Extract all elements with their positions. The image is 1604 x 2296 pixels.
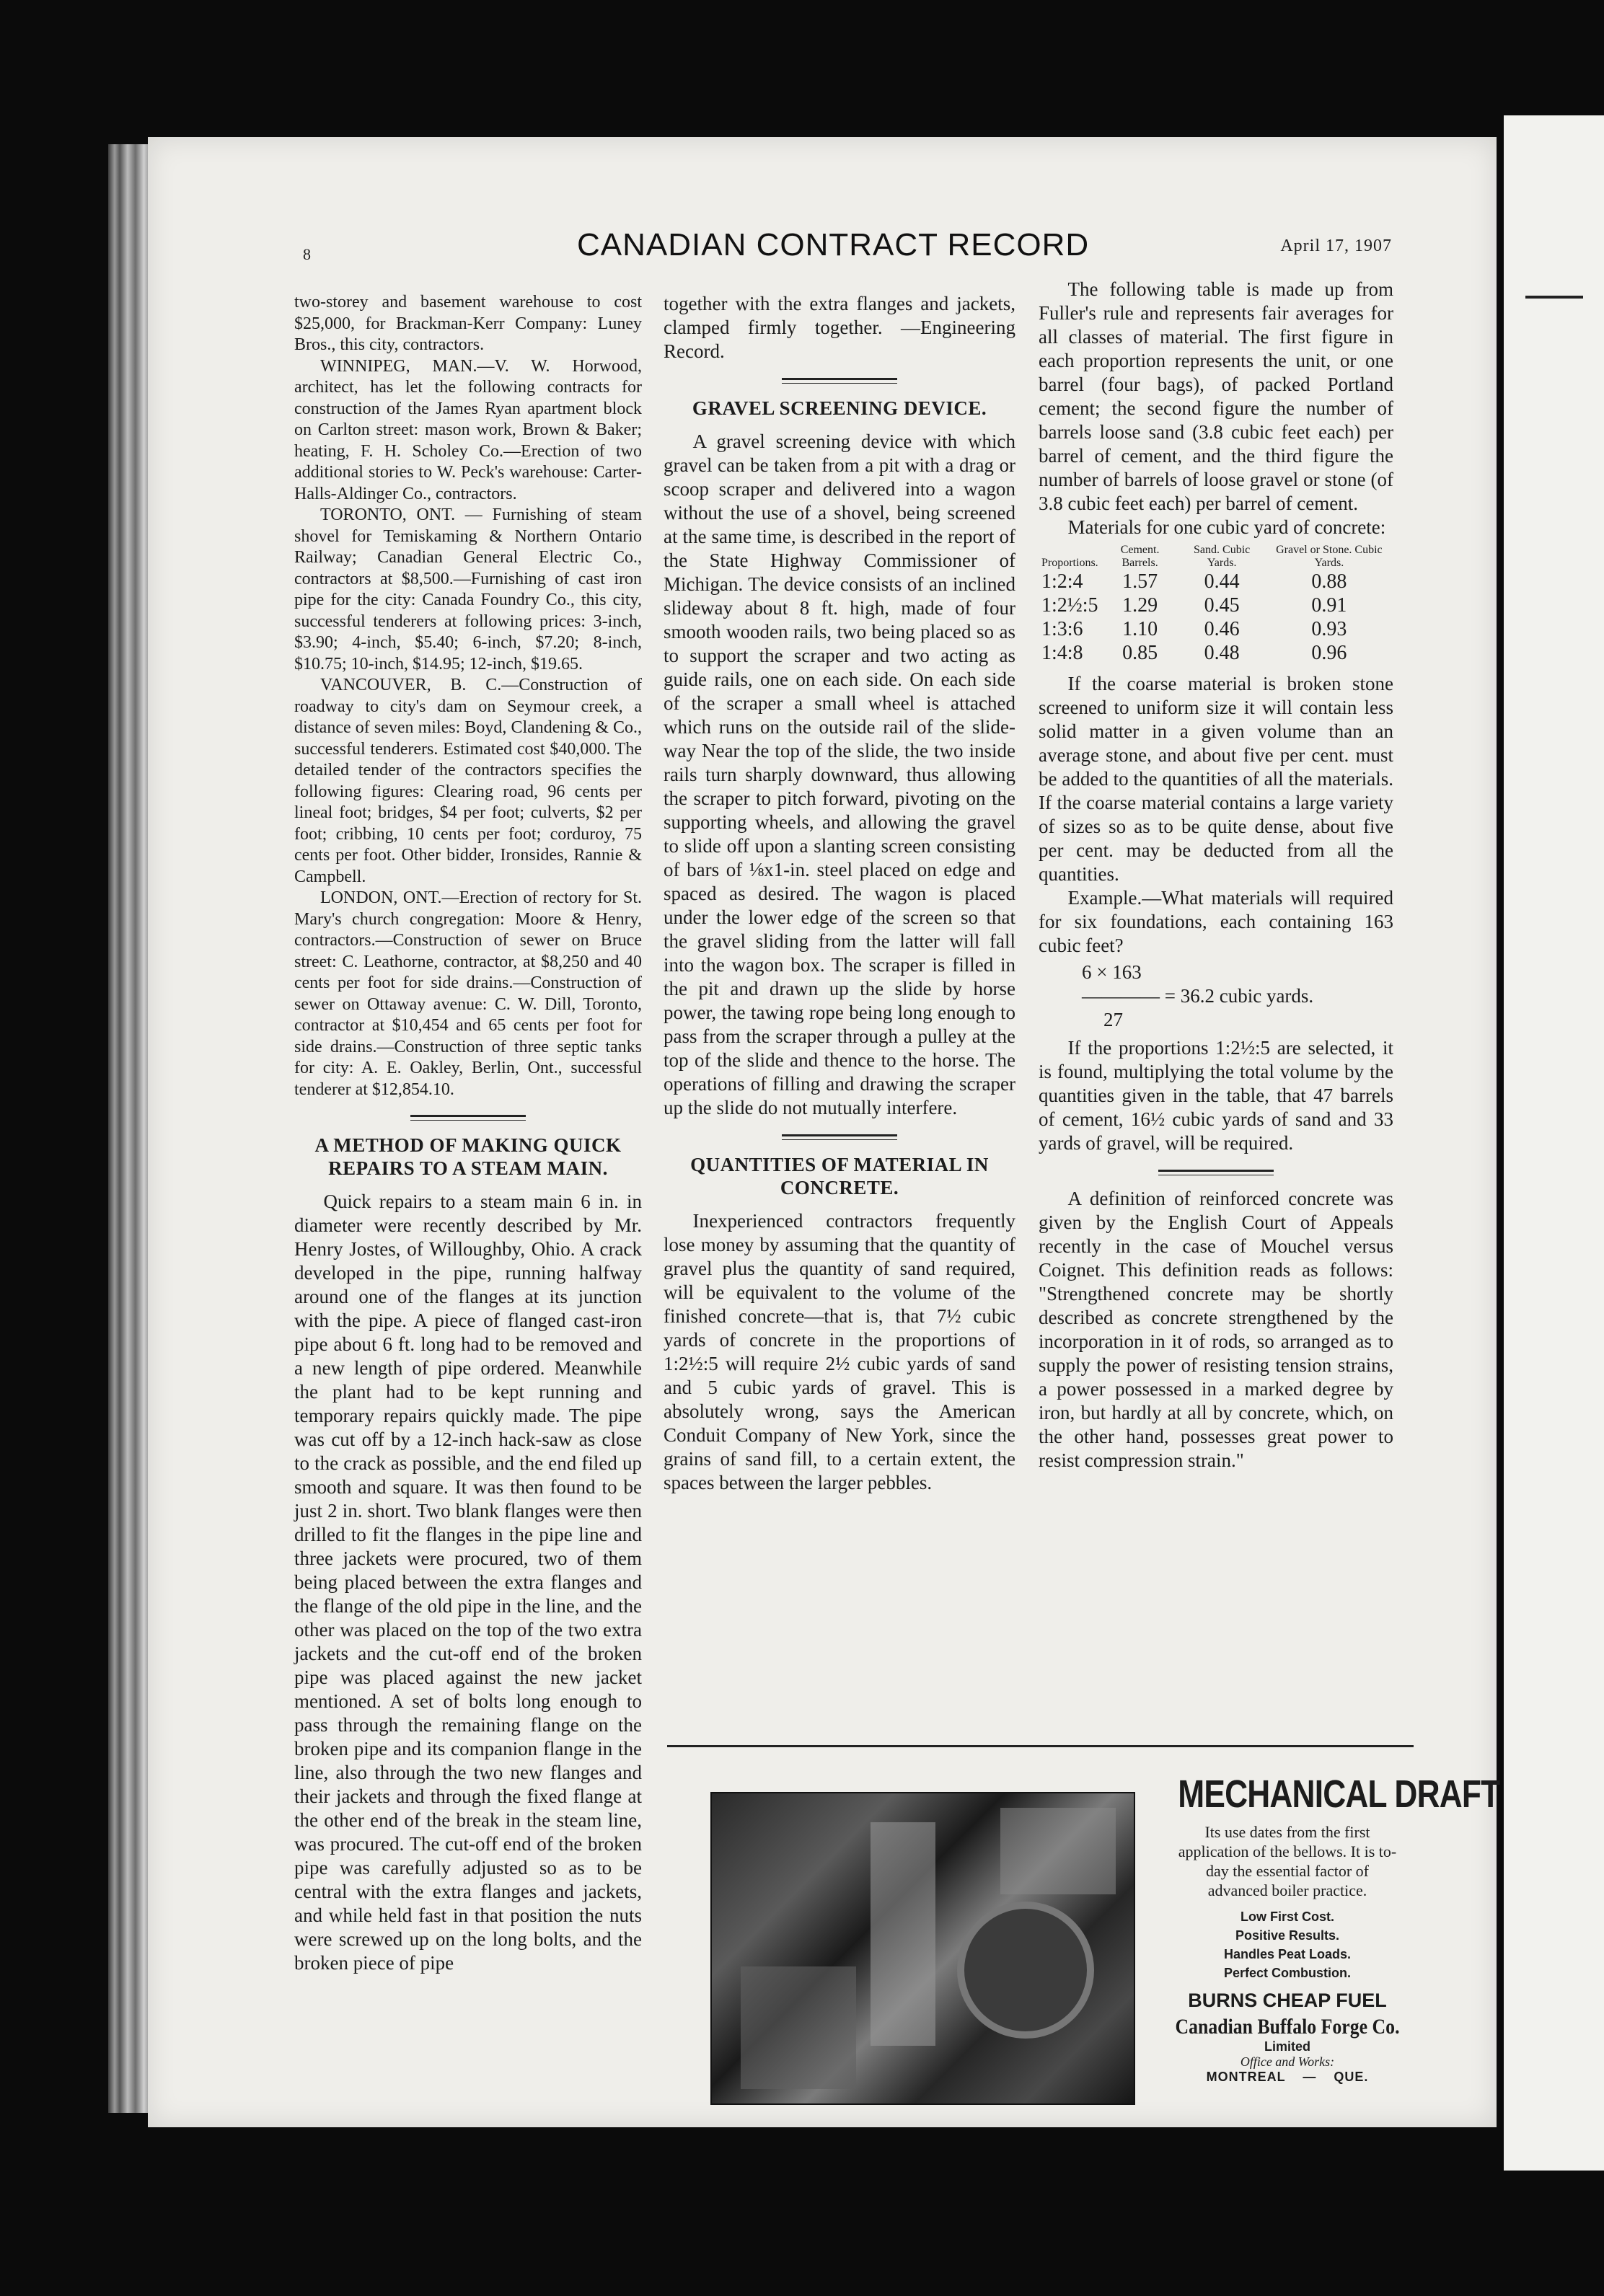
section-heading: GRAVEL SCREENING DEVICE. xyxy=(692,397,987,419)
table-header: Proportions. xyxy=(1041,557,1098,569)
paragraph: A gravel screening device with which gravel can be taken from a pit with a drag or scoop scraper and delivered into a wagon without the use of a shovel, being screened at the same time, is described in the report of the State Highway Commissioner of Michigan. The device consists of an inclined slideway about 8 ft. high, made of four smooth wooden rails, two being placed so as to support the scraper and two acting as guide rails, one on each side. On each side of the scraper a small wheel is attached which runs on the outside rail of the slide-way Near the top of the slide, the two inside rails turn sharply downward, thus allowing the scraper to pitch forward, pivoting on the supporting wheels, and allowing the gravel to slide off upon a slanting screen consisting of bars of ⅛x1-in. steel placed on edge and spaced as desired. The wagon is placed under the lower edge of the screen so that the gravel sliding from the latter will fall into the wagon box. The scraper is filled in the pit and drawn up the slide by horse power, the tawing rope being long enough to pass from the scraper through a pulley at the top of the slide and thence to the horse. The operations of filling and drawing the scraper up the slide do not mutually interfere. xyxy=(664,430,1015,1118)
table-cell: 1.29 xyxy=(1122,594,1158,617)
machinery-shape xyxy=(1000,1808,1116,1894)
paragraph: Inexperienced contractors frequently lose money by assuming that the quantity of gravel plus the quantity of sand required, will be equivalent to the volume of the finished concrete—that is, that 7½ cubic yards of concrete in the proportions of 1:2½:5 will require 2½ cubic yards of sand and 5 cubic yards of gravel. This is absolutely wrong, says the American Conduit Company of New York, since the grains of sand fill, to a certain extent, the spaces between the larger pebbles. xyxy=(664,1210,1015,1493)
table-header-row xyxy=(1039,544,1393,570)
advertisement-rule xyxy=(667,1745,1414,1747)
ad-point: Low First Cost. xyxy=(1241,1909,1334,1924)
advertisement xyxy=(1154,1770,1500,2085)
table-cell: 1:3:6 xyxy=(1041,618,1083,640)
materials-table xyxy=(1039,544,1393,665)
advertisement-photo xyxy=(710,1792,1135,2105)
machinery-shape xyxy=(741,1966,856,2089)
page-number: 8 xyxy=(303,245,311,263)
table-row xyxy=(1039,570,1393,593)
paragraph: If the coarse material is broken stone screened to uniform size it will contain less solid matter in a given volume than an average stone, and about five per cent. must be added to the quantities of all the materials. If the coarse material contains a large variety of sizes so as to be quite dense, about five per cent. may be deducted from all the quantities. xyxy=(1039,673,1393,885)
calc-denominator: 27 xyxy=(1103,1009,1123,1030)
table-row xyxy=(1039,641,1393,665)
adjacent-page-edge xyxy=(1504,115,1604,2171)
paragraph: Quick repairs to a steam main 6 in. in diameter were recently described by Mr. Henry Jostes, of Willoughby, Ohio. A crack developed in the pipe, running halfway around one of the flanges at its junction with the pipe. A piece of flanged cast-iron pipe about 6 ft. long had to be removed and a new length of pipe ordered. Meanwhile the plant had to be kept running and temporary repairs quickly made. The pipe was cut off by a 12-inch hack-saw as close to the crack as possible, and the end filed up smooth and square. It was then found to be just 2 in. short. Two blank flanges were then drilled to fit the flanges in the pipe line and three jackets were procured, two of them being placed between the extra flanges and the flange of the old pipe in the line, and the other was placed on the top of the two extra jackets and the cut-off end of the broken pipe was placed against the new jacket mentioned. A set of bolts long enough to pass through the remaining flange on the broken pipe and its companion flange in the line, also through the two new flanges and their jackets and through the fixed flange at the other end of the break in the steam line, was procured. The cut-off end of the broken pipe was carefully adjusted so as to be central with the extra flanges and jackets, and while held fast in that position the nuts were screwed up on the long bolts, and the broken piece of pipe xyxy=(294,1191,642,1974)
paragraph: TORONTO, ONT. — Furnishing of steam shovel for Temiskaming & Northern Ontario Railway; Canadian General Electric Co., contractors at $8,500.—Furnishing of cast iron pipe for the city: Canada Foundry Co., this city, successful tenderers at following prices: 3-inch, $3.90; 4-inch, $5.40; 6-inch, $7.20; 8-inch, $10.75; 10-inch, $14.95; 12-inch, $19.65. xyxy=(294,505,642,674)
paragraph: LONDON, ONT.—Erection of rectory for St. Mary's church congregation: Moore & Henry, contractors.—Construction of sewer on Bruce street: C. Leathorne, contractor, at $8,250 and 40 cents per foot for side drains.—Construction of sewer on Ottaway avenue: C. W. Dill, Toronto, contractor at $10,454 and 65 cents per foot for side drains.—Construction of three septic tanks for city: A. E. Oakley, Berlin, Ont., successful tenderer at $12,854.10. xyxy=(294,888,642,1099)
table-header: Sand. Cubic Yards. xyxy=(1194,544,1251,569)
adjacent-page-rule xyxy=(1525,296,1583,299)
table-header: Cement. Barrels. xyxy=(1120,544,1160,569)
section-heading: QUANTITIES OF MATERIAL IN CONCRETE. xyxy=(690,1154,989,1198)
table-cell: 0.48 xyxy=(1204,642,1240,664)
table-cell: 0.96 xyxy=(1311,642,1347,664)
table-cell: 1.10 xyxy=(1122,618,1158,640)
ad-point: Perfect Combustion. xyxy=(1223,1966,1352,1980)
paragraph: If the proportions 1:2½:5 are selected, it is found, multiplying the total volume by the quantities given in the table, that 47 barrels of cement, 16½ cubic yards of sand and 33 yards of gravel, will be required. xyxy=(1039,1037,1393,1154)
table-row xyxy=(1039,617,1393,641)
section-divider xyxy=(782,378,897,384)
paragraph: The following table is made up from Fuller's rule and represents fair averages for all classes of material. The first figure in each proportion represents the unit, or one barrel (four bags), of packed Portland cement; the second figure the number of barrels loose sand (3.8 cubic feet each) per barrel of cement, and the third figure the number of barrels of loose gravel or stone (of 3.8 cubic feet each) per barrel of cement. xyxy=(1039,278,1393,514)
ad-body: Its use dates from the first application of the bellows. It is to-day the essential factor of advanced boiler practice. xyxy=(1178,1823,1397,1899)
table-cell: 1:2½:5 xyxy=(1041,594,1098,617)
calc-numerator: 6 × 163 xyxy=(1082,961,1142,983)
section-heading: A METHOD OF MAKING QUICK REPAIRS TO A STEAM MAIN. xyxy=(314,1134,622,1179)
table-cell: 0.44 xyxy=(1204,570,1240,593)
journal-title: CANADIAN CONTRACT RECORD xyxy=(577,227,1090,262)
section-divider xyxy=(410,1115,526,1121)
section-divider xyxy=(1158,1170,1274,1175)
table-cell: 1.57 xyxy=(1122,570,1158,593)
paragraph: Materials for one cubic yard of concrete: xyxy=(1067,516,1386,538)
column-3 xyxy=(1039,278,1393,1472)
calc-result: ———— = 36.2 cubic yards. xyxy=(1082,985,1314,1007)
ad-point: Handles Peat Loads. xyxy=(1223,1947,1352,1961)
table-cell: 1:2:4 xyxy=(1041,570,1083,593)
table-header: Gravel or Stone. Cubic Yards. xyxy=(1276,544,1383,569)
ad-fuel-line: BURNS CHEAP FUEL xyxy=(1188,1990,1387,2011)
ad-company: Canadian Buffalo Forge Co. xyxy=(1175,2015,1400,2039)
table-cell: 0.88 xyxy=(1311,570,1347,593)
paragraph: A definition of reinforced concrete was given by the English Court of Appeals recently in the case of Mouchel versus Coignet. This definition reads as follows: "Strengthened concrete may be shortly described as concrete strengthened by the incorporation in it of rods, so arranged as to supply the power of resisting tension strains, a power possessed in a marked degree by iron, but hardly at all by concrete, which, on the other hand, possesses great power to resist compression strain." xyxy=(1039,1188,1393,1471)
paragraph: VANCOUVER, B. C.—Construction of roadway to city's dam on Seymour creek, a distance of seven miles: Boyd, Clandening & Co., successful tenderers. Estimated cost $40,000. The detailed tender of the contractors specifies the following figures: Clearing road, 96 cents per lineal foot; bridges, $4 per foot; culverts, $2 per foot; cribbing, 10 cents per foot; corduroy, 75 cents per foot. Other bidder, Ironsides, Rannie & Campbell. xyxy=(294,676,642,886)
paragraph: WINNIPEG, MAN.—V. W. Horwood, architect, has let the following contracts for construction of the James Ryan apartment block on Carlton street: mason work, Brown & Baker; heating, F. H. Scholey Co.—Erection of two additional stories to W. Peck's warehouse: Carter-Halls-Aldinger Co., contractors. xyxy=(294,356,642,503)
page-header xyxy=(303,224,1421,267)
table-cell: 0.91 xyxy=(1311,594,1347,617)
fan-wheel-shape xyxy=(957,1902,1094,2039)
ad-office: Office and Works: xyxy=(1240,2054,1335,2069)
paragraph: Example.—What materials will required for six foundations, each containing 163 cubic feet? xyxy=(1039,887,1393,956)
ad-limited: Limited xyxy=(1264,2039,1310,2054)
paragraph: two-storey and basement warehouse to cost $25,000, for Brackman-Kerr Company: Luney Bros., this city, contractors. xyxy=(294,293,642,354)
machinery-shape xyxy=(871,1822,935,2046)
section-divider xyxy=(782,1134,897,1140)
ad-city: MONTREAL — QUE. xyxy=(1206,2070,1369,2084)
calculation xyxy=(1082,961,1393,1032)
column-2 xyxy=(664,292,1015,1495)
table-cell: 0.46 xyxy=(1204,618,1240,640)
table-cell: 1:4:8 xyxy=(1041,642,1083,664)
ad-title: MECHANICAL DRAFT xyxy=(1178,1772,1500,1816)
table-cell: 0.85 xyxy=(1122,642,1158,664)
table-cell: 0.93 xyxy=(1311,618,1347,640)
ad-points xyxy=(1154,1907,1421,1982)
ad-point: Positive Results. xyxy=(1235,1928,1340,1943)
paragraph: together with the extra flanges and jackets, clamped firmly together. —Engineering Record. xyxy=(664,293,1015,362)
column-1 xyxy=(294,292,642,1975)
table-cell: 0.45 xyxy=(1204,594,1240,617)
issue-date: April 17, 1907 xyxy=(1280,237,1392,255)
table-row xyxy=(1039,593,1393,617)
